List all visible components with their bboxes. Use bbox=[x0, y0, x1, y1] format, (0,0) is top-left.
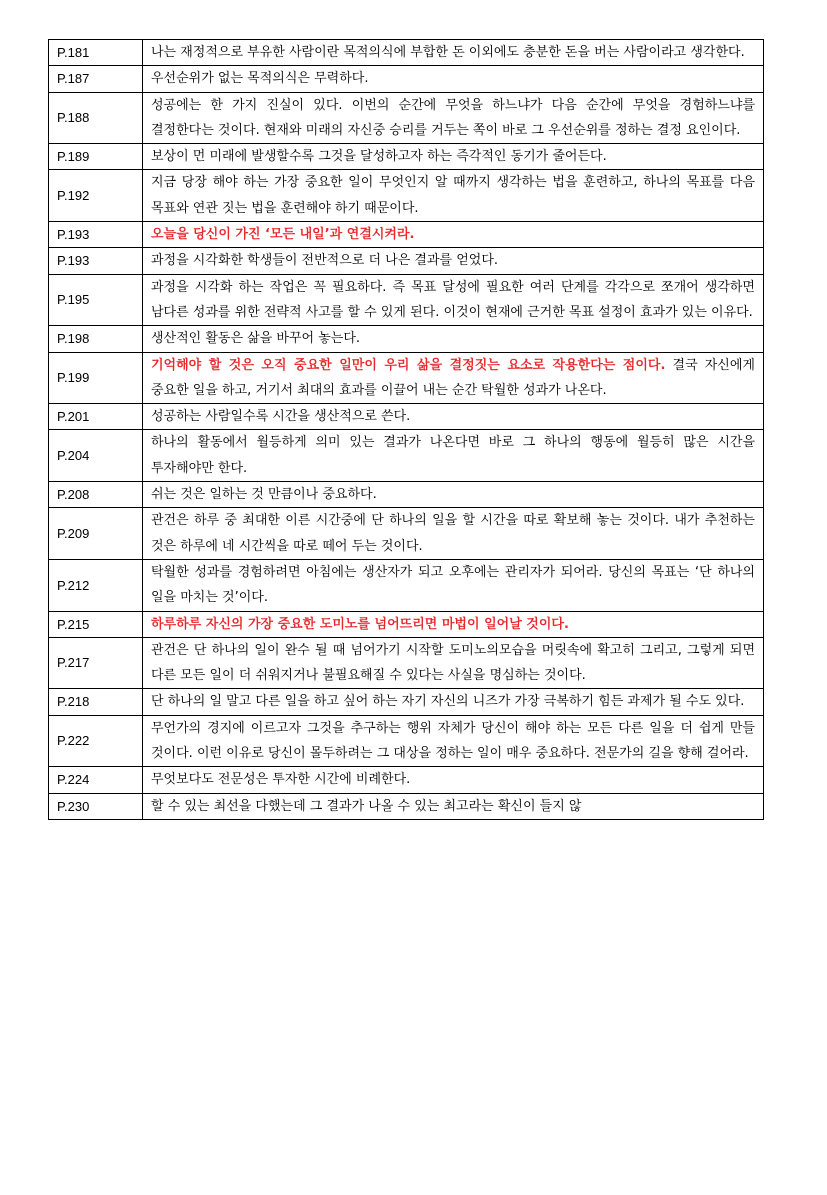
quote-text-cell bbox=[143, 430, 764, 482]
table-row bbox=[49, 170, 764, 222]
quote-text: 과정을 시각화 하는 작업은 꼭 필요하다. 즉 목표 달성에 필요한 여러 단계를 각각으로 쪼개어 생각하면 남다른 성과를 위한 전략적 사고를 할 수 있게 된다. 이것이 현재에 근거한 목표 설정이 효과가 있는 이유다. bbox=[151, 279, 755, 320]
quote-text-cell bbox=[143, 170, 764, 222]
page-number-cell: P.224 bbox=[49, 767, 143, 793]
page-number-cell: P.230 bbox=[49, 793, 143, 819]
table-row bbox=[49, 248, 764, 274]
table-row bbox=[49, 144, 764, 170]
quote-text: 관건은 하루 중 최대한 이른 시간중에 단 하나의 일을 할 시간을 따로 확보해 놓는 것이다. 내가 추천하는 것은 하루에 네 시간씩을 따로 떼어 두는 것이다. bbox=[151, 513, 755, 554]
quote-text-cell bbox=[143, 92, 764, 144]
page-number-cell: P.193 bbox=[49, 248, 143, 274]
table-row bbox=[49, 508, 764, 560]
table-row bbox=[49, 482, 764, 508]
quote-text-cell bbox=[143, 689, 764, 715]
table-row bbox=[49, 559, 764, 611]
quote-text-cell bbox=[143, 248, 764, 274]
page-number-cell: P.195 bbox=[49, 274, 143, 326]
quote-text-cell bbox=[143, 352, 764, 404]
page-number-cell: P.218 bbox=[49, 689, 143, 715]
table-row bbox=[49, 611, 764, 637]
quote-text: 성공하는 사람일수록 시간을 생산적으로 쓴다. bbox=[151, 409, 411, 425]
quote-text: 하나의 활동에서 월등하게 의미 있는 결과가 나온다면 바로 그 하나의 행동에 월등히 많은 시간을 투자해야만 한다. bbox=[151, 435, 755, 476]
table-row bbox=[49, 793, 764, 819]
table-row bbox=[49, 404, 764, 430]
page-number-cell: P.201 bbox=[49, 404, 143, 430]
quote-text-cell bbox=[143, 611, 764, 637]
quote-text-cell bbox=[143, 326, 764, 352]
table-row bbox=[49, 689, 764, 715]
quote-text-cell bbox=[143, 274, 764, 326]
quote-text-cell bbox=[143, 508, 764, 560]
page-number-cell: P.217 bbox=[49, 637, 143, 689]
quote-text: 결국 자신에게 중요한 일을 하고, 거기서 최대의 효과를 이끌어 내는 순간 탁월한 성과가 나온다. bbox=[151, 357, 755, 398]
table-row bbox=[49, 767, 764, 793]
quote-text: 쉬는 것은 일하는 것 만큼이나 중요하다. bbox=[151, 487, 377, 503]
quote-text: 무언가의 경지에 이르고자 그것을 추구하는 행위 자체가 당신이 해야 하는 모든 다른 일을 더 쉽게 만들 것이다. 이런 이유로 당신이 몰두하려는 그 대상을 정하는 일이 매우 중요하다. 전문가의 길을 향해 걸어라. bbox=[151, 720, 755, 762]
page-number-cell: P.193 bbox=[49, 222, 143, 248]
page-number-cell: P.181 bbox=[49, 40, 143, 66]
table-row bbox=[49, 637, 764, 689]
highlighted-quote-text: 오늘을 당신이 가진 ‘모든 내일’과 연결시켜라. bbox=[151, 227, 415, 243]
quote-text: 할 수 있는 최선을 다했는데 그 결과가 나올 수 있는 최고라는 확신이 들지 않 bbox=[151, 798, 582, 814]
table-row bbox=[49, 274, 764, 326]
quote-text: 과정을 시각화한 학생들이 전반적으로 더 나은 결과를 얻었다. bbox=[151, 253, 499, 269]
quote-text-cell bbox=[143, 222, 764, 248]
page-number-cell: P.187 bbox=[49, 66, 143, 92]
table-row bbox=[49, 352, 764, 404]
page-number-cell: P.215 bbox=[49, 611, 143, 637]
quotes-table-body bbox=[49, 40, 764, 820]
table-row bbox=[49, 326, 764, 352]
quote-text-cell bbox=[143, 66, 764, 92]
page-number-cell: P.208 bbox=[49, 482, 143, 508]
quote-text: 탁월한 성과를 경험하려면 아침에는 생산자가 되고 오후에는 관리자가 되어라. 당신의 목표는 ‘단 하나의 일을 마치는 것’이다. bbox=[151, 564, 755, 606]
page-number-cell: P.199 bbox=[49, 352, 143, 404]
highlighted-quote-text: 하루하루 자신의 가장 중요한 도미노를 넘어뜨리면 마법이 일어날 것이다. bbox=[151, 616, 569, 632]
quote-text-cell bbox=[143, 482, 764, 508]
quote-text: 관건은 단 하나의 일이 완수 될 때 넘어가기 시작할 도미노의모습을 머릿속에 확고히 그리고, 그렇게 되면 다른 모든 일이 더 쉬워지거나 불필요해질 수 있다는 사실을 명심하는 것이다. bbox=[151, 642, 755, 684]
quote-text: 성공에는 한 가지 진실이 있다. 이번의 순간에 무엇을 하느냐가 다음 순간에 무엇을 경험하느냐를 결정한다는 것이다. 현재와 미래의 자신중 승리를 거두는 쪽이 바로 그 우선순위를 정하는 결정 요인이다. bbox=[151, 97, 755, 138]
page-number-cell: P.212 bbox=[49, 559, 143, 611]
quote-text-cell bbox=[143, 559, 764, 611]
quote-text: 나는 재정적으로 부유한 사람이란 목적의식에 부합한 돈 이외에도 충분한 돈을 버는 사람이라고 생각한다. bbox=[151, 45, 745, 60]
table-row bbox=[49, 222, 764, 248]
quote-text-cell bbox=[143, 404, 764, 430]
page-number-cell: P.192 bbox=[49, 170, 143, 222]
quote-text: 우선순위가 없는 목적의식은 무력하다. bbox=[151, 71, 369, 87]
quotes-table bbox=[48, 39, 764, 820]
page-number-cell: P.189 bbox=[49, 144, 143, 170]
table-row bbox=[49, 66, 764, 92]
page-number-cell: P.222 bbox=[49, 715, 143, 767]
quote-text-cell bbox=[143, 715, 764, 767]
page-number-cell: P.188 bbox=[49, 92, 143, 144]
quote-text-cell bbox=[143, 637, 764, 689]
quote-text-cell bbox=[143, 793, 764, 819]
quote-text: 보상이 먼 미래에 발생할수록 그것을 달성하고자 하는 즉각적인 동기가 줄어든다. bbox=[151, 149, 607, 165]
table-row bbox=[49, 40, 764, 66]
page-number-cell: P.209 bbox=[49, 508, 143, 560]
quote-text-cell bbox=[143, 767, 764, 793]
quote-text-cell bbox=[143, 40, 764, 66]
page-number-cell: P.204 bbox=[49, 430, 143, 482]
quote-text: 무엇보다도 전문성은 투자한 시간에 비례한다. bbox=[151, 772, 411, 788]
table-row bbox=[49, 715, 764, 767]
table-row bbox=[49, 430, 764, 482]
quote-text-cell bbox=[143, 144, 764, 170]
table-row bbox=[49, 92, 764, 144]
quote-text: 단 하나의 일 말고 다른 일을 하고 싶어 하는 자기 자신의 니즈가 가장 극복하기 힘든 과제가 될 수도 있다. bbox=[151, 694, 745, 710]
quote-text: 지금 당장 해야 하는 가장 중요한 일이 무엇인지 알 때까지 생각하는 법을 훈련하고, 하나의 목표를 다음 목표와 연관 짓는 법을 훈련해야 하기 때문이다. bbox=[151, 175, 755, 216]
page-number-cell: P.198 bbox=[49, 326, 143, 352]
quote-text: 생산적인 활동은 삶을 바꾸어 놓는다. bbox=[151, 331, 361, 347]
highlighted-quote-text: 기억해야 할 것은 오직 중요한 일만이 우리 삶을 결정짓는 요소로 작용한다는 점이다. bbox=[151, 357, 666, 373]
